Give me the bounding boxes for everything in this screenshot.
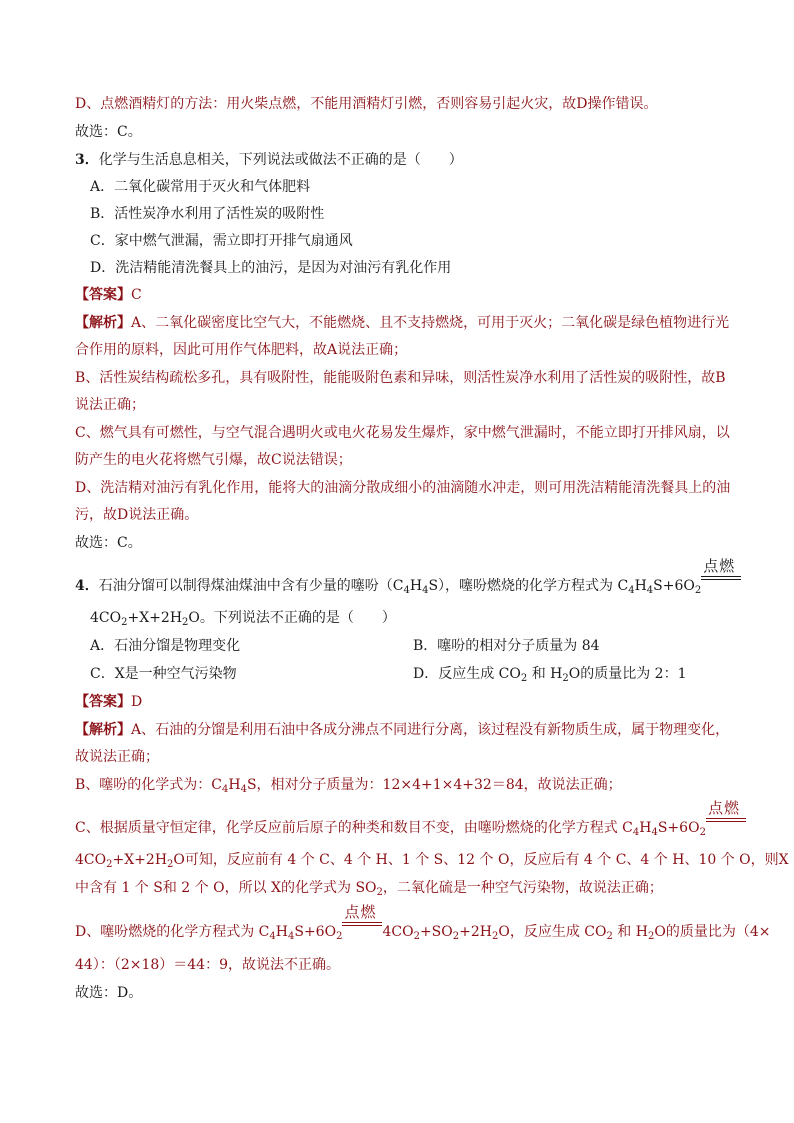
analysis-text: 中含有 1 个 S和 2 个 O，所以 X的化学式为 SO	[75, 880, 377, 896]
analysis-text: H	[228, 777, 241, 793]
q4-option-b: B．噻吩的相对分子质量为 84	[413, 638, 600, 654]
q4-answer: D	[131, 694, 143, 710]
sub: 2	[699, 827, 706, 838]
condition-text: 点燃	[707, 799, 740, 817]
q4-stem: 石油分馏可以制得煤油煤油中含有少量的噻吩（C	[98, 578, 404, 594]
q4-answer-label: 【答案】	[75, 694, 131, 710]
q4-analysis-line-2: 故说法正确；	[75, 749, 159, 765]
eq-text: O。下列说法不正确的是（ ）	[188, 610, 396, 626]
analysis-text: S+6O	[657, 820, 700, 836]
analysis-text: H	[639, 820, 652, 836]
sub: 4	[269, 931, 276, 942]
q4-stem-line	[75, 557, 741, 601]
sub: 4	[422, 585, 429, 596]
sub: 2	[606, 931, 613, 942]
q4-stem-line-2	[90, 608, 396, 633]
opt-text: O的质量比为 2：1	[568, 666, 687, 682]
analysis-text: +2H	[459, 924, 492, 940]
equals-bar	[701, 579, 741, 580]
eq-text: +X+2H	[127, 610, 183, 626]
reaction-condition-arrow	[706, 799, 746, 832]
sub: 4	[403, 585, 410, 596]
sub: 2	[182, 617, 189, 628]
q3-stem: 化学与生活息息相关，下列说法或做法不正确的是（ ）	[98, 152, 463, 168]
q4-option-a: A．石油分馏是物理变化	[90, 638, 241, 654]
q3-analysis-line-7: D、洗洁精对油污有乳化作用，能将大的油滴分散成细小的油滴随水冲走，则可用洗洁精能清洗餐具上的油	[75, 480, 731, 496]
analysis-text: +SO	[419, 924, 453, 940]
analysis-text: S+6O	[294, 924, 337, 940]
stem-text: S），噻吩燃烧的化学方程式为 C	[428, 578, 629, 594]
q3-analysis-line-2: 合作用的原料，因此可用作气体肥料，故A说法正确；	[75, 342, 408, 358]
analysis-text: D、噻吩燃烧的化学方程式为 C	[75, 924, 270, 940]
q4-option-c: C．X是一种空气污染物	[90, 666, 237, 682]
analysis-text: B、噻吩的化学式为：C	[75, 777, 222, 793]
eq-text: 4CO	[90, 610, 122, 626]
q3-analysis-line-4: 说法正确；	[75, 397, 145, 413]
analysis-text: 和 H	[612, 924, 648, 940]
q3-number: 3．	[75, 152, 99, 168]
q3-analysis-line-1	[75, 313, 729, 333]
q3-analysis-text: A、二氧化碳密度比空气大，不能燃烧、且不支持燃烧，可用于灭火；二氧化碳是绿色植物进行光	[131, 315, 730, 331]
analysis-text: O的质量比为（4×	[654, 924, 771, 940]
q3-answer-label: 【答案】	[75, 287, 131, 303]
sub: 2	[376, 887, 383, 898]
q3-answer: C	[131, 287, 142, 303]
q3-option-a: A．二氧化碳常用于灭火和气体肥料	[90, 179, 311, 195]
sub: 4	[240, 784, 247, 795]
q3-choice: 故选：C。	[75, 535, 142, 551]
analysis-text: +X+2H	[112, 852, 168, 868]
q4-analysis-line-3	[75, 775, 622, 800]
q4-analysis-line-7	[75, 903, 771, 947]
q3-analysis-line-5: C、燃气具有可燃性，与空气混合遇明火或电火花易发生爆炸，家中燃气泄漏时，不能立即打开排风扇，以	[75, 425, 730, 441]
equals-bar	[701, 576, 741, 577]
stem-text: S+6O	[653, 578, 695, 594]
opt-text: 和 H	[527, 666, 563, 682]
q4-number: 4．	[75, 578, 99, 594]
analysis-text: 4CO	[382, 924, 414, 940]
analysis-text: S，相对分子质量为：12×4+1×4+32＝84，故说法正确；	[246, 777, 622, 793]
sub: 2	[106, 859, 113, 870]
condition-text: 点燃	[344, 903, 377, 921]
q4-analysis-line-1	[75, 720, 729, 740]
q4-analysis-line-6	[75, 878, 663, 903]
equals-bar	[342, 922, 382, 923]
sub: 2	[413, 931, 420, 942]
sub: 2	[694, 585, 702, 596]
sub: 4	[222, 784, 229, 795]
q3-option-c: C．家中燃气泄漏，需立即打开排气扇通风	[90, 233, 353, 249]
q4-answer-line	[75, 692, 142, 712]
q3-analysis-label: 【解析】	[75, 315, 131, 331]
sub: 4	[628, 585, 635, 596]
q2-choice: 故选：C。	[75, 124, 142, 140]
q3-answer-line	[75, 285, 142, 305]
sub: 4	[651, 827, 658, 838]
reaction-condition-arrow	[701, 557, 741, 590]
equals-bar	[706, 821, 746, 822]
q4-analysis-label: 【解析】	[75, 722, 131, 738]
sub: 4	[287, 931, 295, 942]
sub: 2	[336, 931, 343, 942]
analysis-text: 4CO	[75, 852, 107, 868]
sub: 2	[491, 931, 499, 942]
sub: 2	[562, 673, 569, 684]
analysis-text: A、石油的分馏是利用石油中各成分沸点不同进行分离，该过程没有新物质生成，属于物理变化，	[131, 722, 730, 738]
sub: 2	[121, 617, 128, 628]
q4-option-d	[413, 664, 686, 689]
q3-option-b: B．活性炭净水利用了活性炭的吸附性	[90, 206, 325, 222]
sub: 4	[632, 827, 640, 838]
reaction-condition-arrow	[342, 903, 382, 936]
equals-bar	[706, 818, 746, 819]
q2-d-analysis: D、点燃酒精灯的方法：用火柴点燃，不能用酒精灯引燃，否则容易引起火灾，故D操作错误。	[75, 96, 658, 112]
q3-analysis-line-3: B、活性炭结构疏松多孔，具有吸附性，能能吸附色素和异味，则活性炭净水利用了活性炭的吸附性，故B	[75, 370, 726, 386]
sub: 2	[520, 673, 528, 684]
analysis-text: O可知，反应前有 4 个 C、4 个 H、1 个 S、12 个 O，反应后有 4 个 C、4 个 H、10 个 O，则X	[173, 852, 789, 868]
sub: 2	[647, 931, 655, 942]
analysis-text: O，反应生成 CO	[498, 924, 607, 940]
q3-analysis-line-8: 污，故D说法正确。	[75, 507, 199, 523]
opt-text: D．反应生成 CO	[413, 666, 521, 682]
sub: 2	[167, 859, 174, 870]
equals-bar	[342, 925, 382, 926]
condition-text: 点燃	[703, 557, 736, 575]
q3-stem-line	[75, 150, 463, 170]
sub: 4	[646, 585, 654, 596]
q4-choice: 故选：D。	[75, 985, 143, 1001]
stem-text: H	[634, 578, 647, 594]
q3-option-d: D．洗洁精能清洗餐具上的油污，是因为对油污有乳化作用	[90, 260, 452, 276]
analysis-text: H	[275, 924, 288, 940]
analysis-text: ，二氧化硫是一种空气污染物，故说法正确；	[382, 880, 663, 896]
stem-text: H	[409, 578, 423, 594]
q4-analysis-line-8: 44）：（2×18）＝44：9，故说法不正确。	[75, 957, 340, 973]
q4-analysis-line-5	[75, 850, 789, 875]
sub: 2	[452, 931, 460, 942]
analysis-text: C、根据质量守恒定律，化学反应前后原子的种类和数目不变，由噻吩燃烧的化学方程式 C	[75, 820, 633, 836]
q3-analysis-line-6: 防产生的电火花将燃气引爆，故C说法错误；	[75, 452, 352, 468]
q4-analysis-line-4	[75, 799, 746, 843]
